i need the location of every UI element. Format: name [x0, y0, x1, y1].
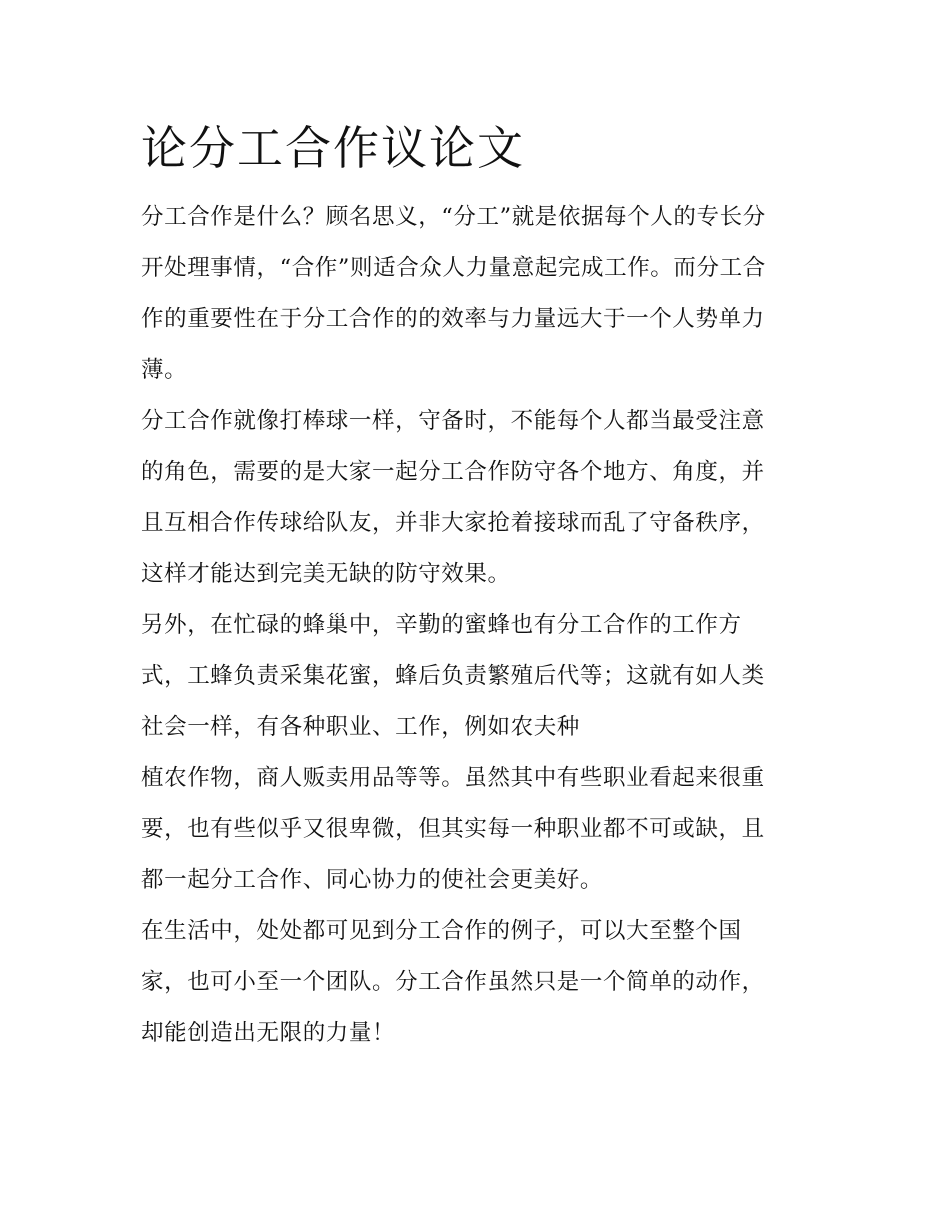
text-line: 作的重要性在于分工合作的的效率与力量远大于一个人势单力 [141, 306, 765, 332]
text-line: 植农作物，商人贩卖用品等等。虽然其中有些职业看起来很重 [141, 765, 765, 791]
text-line: 在生活中，处处都可见到分工合作的例子，可以大至整个国 [141, 918, 742, 944]
text-line: 另外，在忙碌的蜂巢中，辛勤的蜜蜂也有分工合作的工作方 [141, 612, 742, 638]
document-page [141, 108, 821, 1059]
text-line: 式，工蜂负责采集花蜜，蜂后负责繁殖后代等；这就有如人类 [141, 663, 765, 689]
document-title: 论分工合作议论文 [141, 121, 525, 175]
text-line: 且互相合作传球给队友，并非大家抢着接球而乱了守备秩序， [141, 510, 765, 536]
text-line: 社会一样，有各种职业、工作，例如农夫种 [141, 714, 580, 740]
text-line: 都一起分工合作、同心协力的使社会更美好。 [141, 867, 604, 893]
text-line: 却能创造出无限的力量！ [141, 1020, 396, 1046]
text-line: 要，也有些似乎又很卑微，但其实每一种职业都不可或缺，且 [141, 816, 765, 842]
text-line: 分工合作是什么？顾名思义，“分工”就是依据每个人的专长分 [141, 204, 766, 230]
document-body [141, 192, 821, 1059]
text-line: 分工合作就像打棒球一样，守备时，不能每个人都当最受注意 [141, 408, 765, 434]
text-line: 这样才能达到完美无缺的防守效果。 [141, 561, 511, 587]
text-line: 开处理事情，“合作”则适合众人力量意起完成工作。而分工合 [141, 255, 766, 281]
text-line: 的角色，需要的是大家一起分工合作防守各个地方、角度，并 [141, 459, 765, 485]
text-line: 薄。 [141, 357, 188, 383]
text-line: 家，也可小至一个团队。分工合作虽然只是一个简单的动作， [141, 969, 765, 995]
